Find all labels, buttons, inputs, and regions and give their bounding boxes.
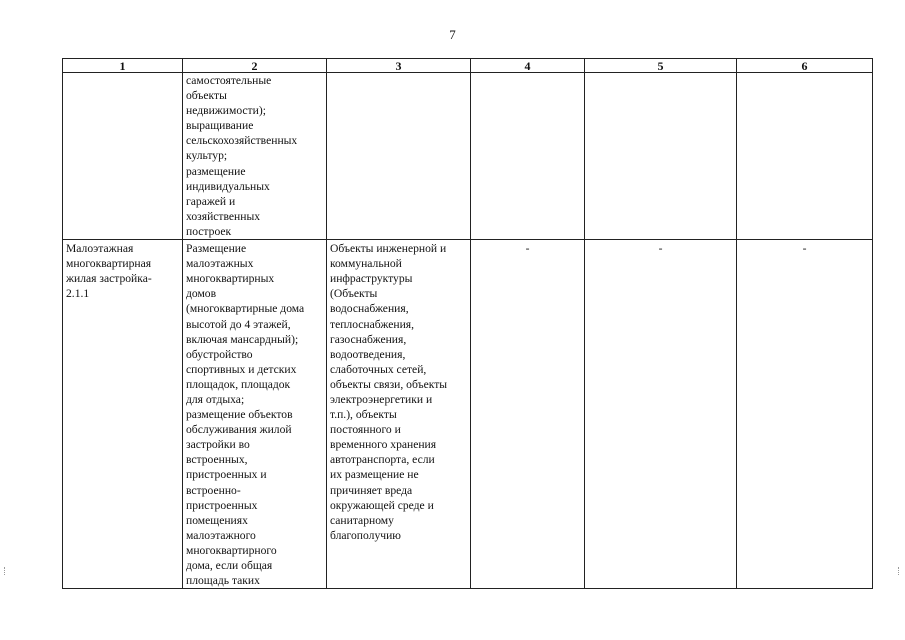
cell-text-line: водоотведения, xyxy=(330,347,406,361)
cell-text-line: Объекты инженерной и xyxy=(330,242,447,256)
cell-text-line: малоэтажных xyxy=(186,257,254,271)
cell-auxiliary-objects xyxy=(327,73,471,240)
cell-permitted-use-description xyxy=(183,73,327,240)
cell-text-line: обустройство xyxy=(186,347,253,361)
cell-column-5: - xyxy=(585,240,737,589)
cell-column-4: - xyxy=(471,240,585,589)
cell-text-line: объекты xyxy=(186,89,227,103)
cell-text-line: площадок, площадок xyxy=(186,377,291,391)
cell-text-line: постоянного и xyxy=(330,423,401,437)
cell-text-line: (многоквартирные дома xyxy=(186,302,305,316)
cell-text-line: спортивных и детских xyxy=(186,362,297,376)
cell-text-line: малоэтажного xyxy=(186,528,256,542)
cell-text-line: застройки во xyxy=(186,438,250,452)
cell-text-line: объекты связи, объекты xyxy=(330,377,448,391)
cell-text-line: размещение xyxy=(186,164,246,178)
cell-text-line: сельскохозяйственных xyxy=(186,134,298,148)
cell-text-line: гаражей и xyxy=(186,194,236,208)
cell-column-5 xyxy=(585,73,737,240)
cell-text-line: электроэнергетики и xyxy=(330,392,433,406)
cell-text-line: жилая застройка- xyxy=(66,272,152,286)
cell-text-line: помещениях xyxy=(186,513,248,527)
cell-text-line: автотранспорта, если xyxy=(330,453,435,467)
cell-text-line: водоснабжения, xyxy=(330,302,409,316)
cell-text-line: культур; xyxy=(186,149,228,163)
cell-column-6 xyxy=(737,73,873,240)
header-cell-4: 4 xyxy=(471,59,585,73)
cell-text-line: индивидуальных xyxy=(186,179,270,193)
cell-text-line: многоквартирного xyxy=(186,543,277,557)
cell-text-line: площадь таких xyxy=(186,574,260,588)
cell-text-line: хозяйственных xyxy=(186,209,261,223)
cell-text-line: газоснабжения, xyxy=(330,332,407,346)
cell-text-line: теплоснабжения, xyxy=(330,317,415,331)
cell-text-line: высотой до 4 этажей, xyxy=(186,317,291,331)
cell-text-line: временного хранения xyxy=(330,438,437,452)
cell-land-use-type xyxy=(63,240,183,589)
cell-text-line: коммунальной xyxy=(330,257,402,271)
cell-text-line: инфраструктуры xyxy=(330,272,413,286)
cell-text-line: многоквартирных xyxy=(186,272,275,286)
cell-text-line: пристроенных и xyxy=(186,468,267,482)
cell-text-line: 2.1.1 xyxy=(66,287,90,301)
cell-text-line: обслуживания жилой xyxy=(186,423,292,437)
scan-edge-mark-left xyxy=(4,567,7,575)
page-number: 7 xyxy=(449,27,456,42)
cell-text-line: выращивание xyxy=(186,119,254,133)
cell-text-line: самостоятельные xyxy=(186,74,272,87)
cell-text-line: причиняет вреда xyxy=(330,483,413,497)
cell-permitted-use-description xyxy=(183,240,327,589)
cell-text-line: построек xyxy=(186,224,232,238)
cell-auxiliary-objects xyxy=(327,240,471,589)
cell-text-line: размещение объектов xyxy=(186,408,293,422)
header-row xyxy=(63,59,873,73)
table-row xyxy=(63,73,873,240)
cell-text-line: санитарному xyxy=(330,513,394,527)
cell-text-line: (Объекты xyxy=(330,287,378,301)
cell-text-line: Малоэтажная xyxy=(66,242,134,256)
cell-text-line: их размещение не xyxy=(330,468,419,482)
cell-text-line: окружающей среде и xyxy=(330,498,434,512)
cell-text-line: для отдыха; xyxy=(186,392,245,406)
cell-text-line: слаботочных сетей, xyxy=(330,362,427,376)
header-cell-2: 2 xyxy=(183,59,327,73)
cell-text-line: многоквартирная xyxy=(66,257,152,271)
cell-text-line: домов xyxy=(186,287,217,301)
cell-text-line: включая мансардный); xyxy=(186,332,299,346)
zoning-table xyxy=(62,58,873,589)
cell-column-4 xyxy=(471,73,585,240)
cell-text-line: встроенных, xyxy=(186,453,248,467)
cell-column-6: - xyxy=(737,240,873,589)
header-cell-3: 3 xyxy=(327,59,471,73)
header-cell-6: 6 xyxy=(737,59,873,73)
cell-text-line: встроенно- xyxy=(186,483,241,497)
header-cell-1: 1 xyxy=(63,59,183,73)
cell-text-line: дома, если общая xyxy=(186,559,273,572)
cell-text-line: Размещение xyxy=(186,242,247,256)
scan-edge-mark-right xyxy=(898,567,901,575)
cell-text-line: пристроенных xyxy=(186,498,258,512)
cell-text-line: недвижимости); xyxy=(186,104,266,118)
table-row xyxy=(63,240,873,589)
cell-text-line: т.п.), объекты xyxy=(330,408,397,422)
header-cell-5: 5 xyxy=(585,59,737,73)
cell-land-use-type xyxy=(63,73,183,240)
cell-text-line: благополучию xyxy=(330,528,401,542)
